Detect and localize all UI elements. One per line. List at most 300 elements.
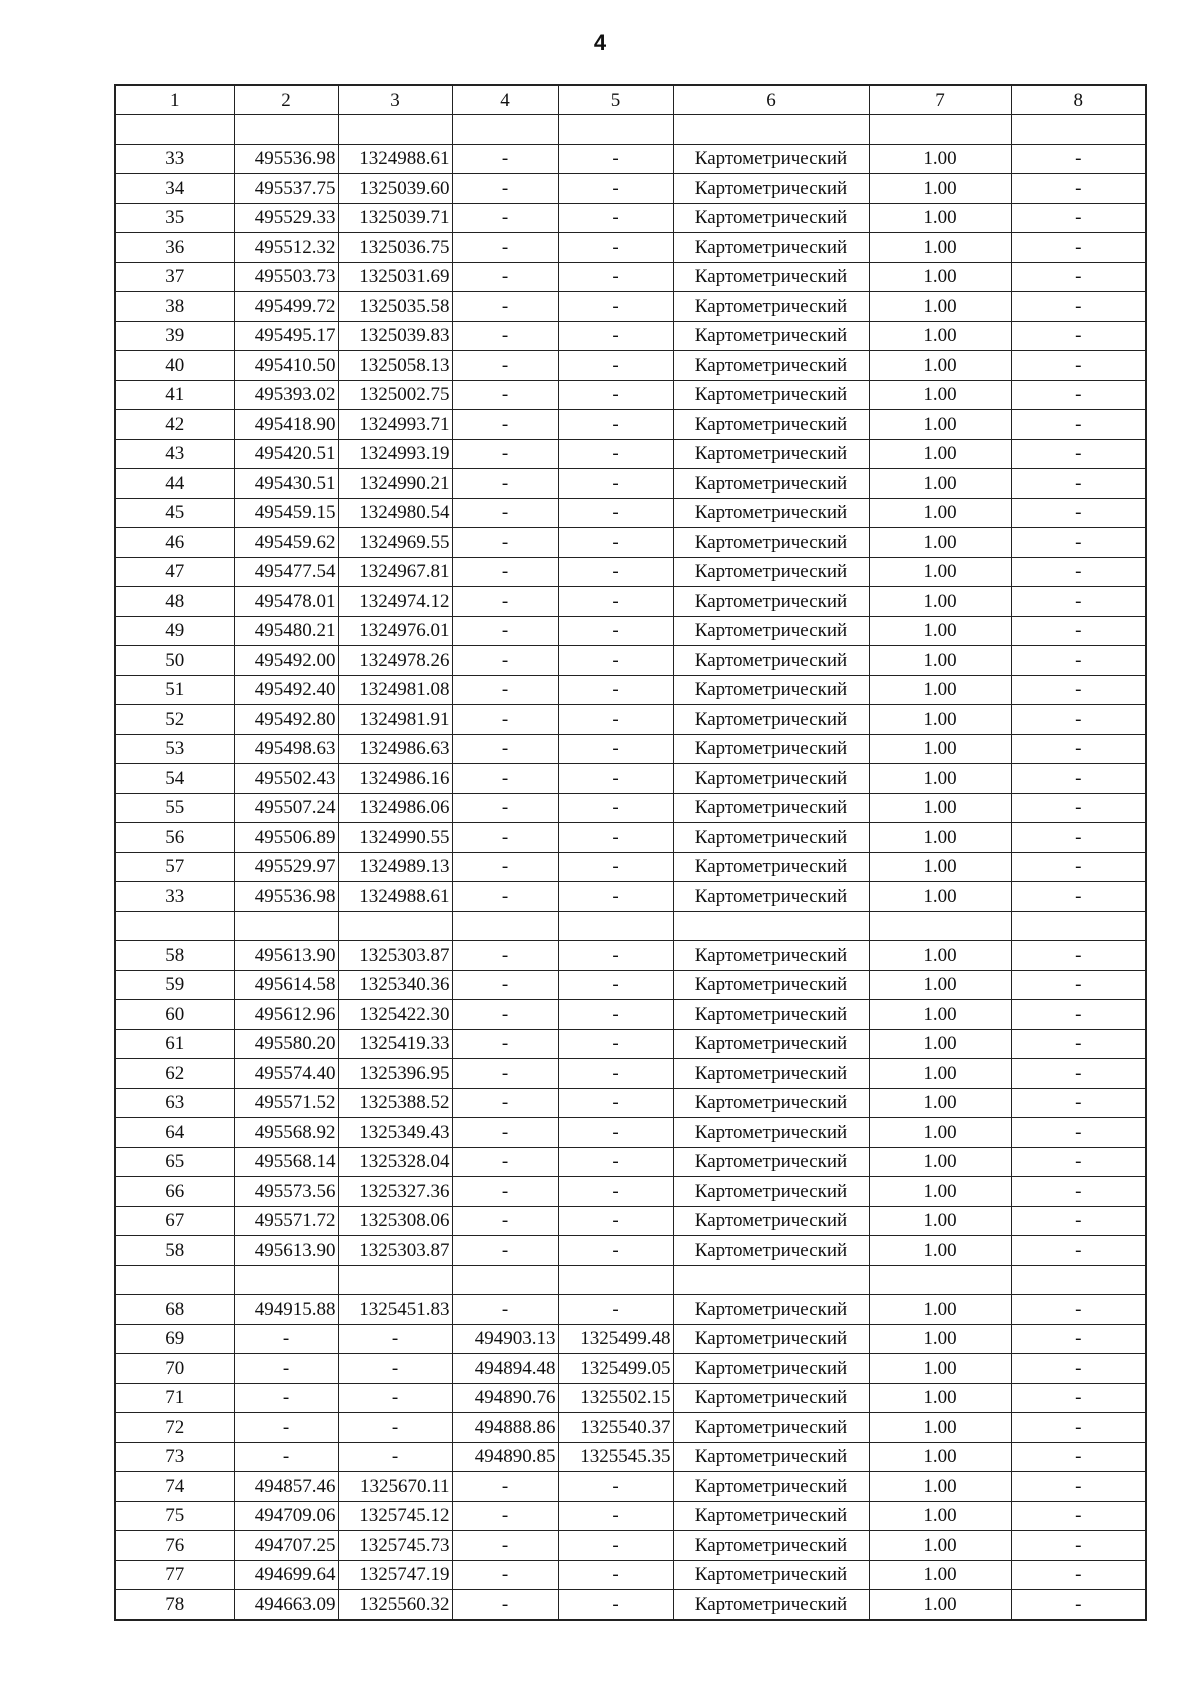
- table-cell: -: [452, 882, 558, 912]
- table-row: [115, 882, 1146, 912]
- table-cell: -: [1011, 1501, 1146, 1531]
- column-header: 2: [234, 85, 338, 115]
- table-cell: 1325670.11: [338, 1472, 452, 1502]
- table-cell: -: [1011, 705, 1146, 735]
- table-cell: -: [1011, 203, 1146, 233]
- table-cell: [115, 1265, 234, 1295]
- column-header: 6: [673, 85, 869, 115]
- table-cell: -: [234, 1354, 338, 1384]
- table-cell: 495512.32: [234, 233, 338, 263]
- table-cell: -: [452, 1177, 558, 1207]
- table-cell: -: [452, 528, 558, 558]
- table-cell: -: [1011, 793, 1146, 823]
- table-row: [115, 646, 1146, 676]
- table-cell: -: [558, 1531, 673, 1561]
- table-cell: -: [1011, 498, 1146, 528]
- table-cell: Картометрический: [673, 941, 869, 971]
- table-cell: 495502.43: [234, 764, 338, 794]
- table-cell: 1.00: [869, 1324, 1011, 1354]
- table-cell: -: [338, 1324, 452, 1354]
- table-cell: [234, 115, 338, 145]
- table-cell: 495573.56: [234, 1177, 338, 1207]
- table-cell: Картометрический: [673, 1059, 869, 1089]
- table-cell: -: [558, 734, 673, 764]
- table-cell: [452, 115, 558, 145]
- table-cell: 1.00: [869, 882, 1011, 912]
- table-cell: -: [1011, 351, 1146, 381]
- table-cell: 494903.13: [452, 1324, 558, 1354]
- table-cell: -: [452, 1236, 558, 1266]
- table-cell: 1.00: [869, 203, 1011, 233]
- table-cell: 494699.64: [234, 1560, 338, 1590]
- table-cell: Картометрический: [673, 1413, 869, 1443]
- table-cell: 1.00: [869, 174, 1011, 204]
- table-cell: 494663.09: [234, 1590, 338, 1620]
- table-cell: -: [1011, 144, 1146, 174]
- table-cell: 1325540.37: [558, 1413, 673, 1443]
- table-cell: 55: [115, 793, 234, 823]
- table-row: [115, 1236, 1146, 1266]
- table-row: [115, 764, 1146, 794]
- table-cell: 65: [115, 1147, 234, 1177]
- table-cell: 1325747.19: [338, 1560, 452, 1590]
- table-row: [115, 1501, 1146, 1531]
- table-cell: [673, 1265, 869, 1295]
- table-cell: -: [558, 970, 673, 1000]
- table-cell: 1325545.35: [558, 1442, 673, 1472]
- table-cell: 495503.73: [234, 262, 338, 292]
- table-row: [115, 616, 1146, 646]
- table-cell: 41: [115, 380, 234, 410]
- table-cell: 38: [115, 292, 234, 322]
- table-row: [115, 1472, 1146, 1502]
- table-cell: -: [452, 1560, 558, 1590]
- table-cell: Картометрический: [673, 439, 869, 469]
- table-cell: 1325328.04: [338, 1147, 452, 1177]
- table-cell: -: [558, 852, 673, 882]
- table-cell: 1325036.75: [338, 233, 452, 263]
- table-cell: 1.00: [869, 1501, 1011, 1531]
- table-cell: -: [1011, 380, 1146, 410]
- table-cell: 495420.51: [234, 439, 338, 469]
- table-cell: 1325039.83: [338, 321, 452, 351]
- table-cell: 494915.88: [234, 1295, 338, 1325]
- table-cell: -: [1011, 1442, 1146, 1472]
- table-cell: Картометрический: [673, 410, 869, 440]
- table-cell: Картометрический: [673, 1501, 869, 1531]
- table-cell: Картометрический: [673, 793, 869, 823]
- table-cell: -: [338, 1413, 452, 1443]
- table-cell: 1.00: [869, 1088, 1011, 1118]
- table-cell: -: [452, 1501, 558, 1531]
- table-cell: 1.00: [869, 675, 1011, 705]
- table-cell: 1.00: [869, 1442, 1011, 1472]
- table-row: [115, 1177, 1146, 1207]
- table-cell: 1.00: [869, 410, 1011, 440]
- table-cell: -: [558, 1118, 673, 1148]
- table-cell: -: [558, 498, 673, 528]
- table-cell: -: [452, 498, 558, 528]
- table-row: [115, 410, 1146, 440]
- table-cell: 1325349.43: [338, 1118, 452, 1148]
- table-cell: -: [452, 469, 558, 499]
- table-row: [115, 1531, 1146, 1561]
- table-cell: Картометрический: [673, 852, 869, 882]
- table-cell: Картометрический: [673, 557, 869, 587]
- table-cell: -: [1011, 1029, 1146, 1059]
- table-cell: 495499.72: [234, 292, 338, 322]
- table-cell: 495498.63: [234, 734, 338, 764]
- table-row: [115, 1265, 1146, 1295]
- table-cell: -: [452, 262, 558, 292]
- table-cell: -: [558, 1177, 673, 1207]
- table-body: [115, 85, 1146, 1620]
- table-cell: 1324990.55: [338, 823, 452, 853]
- table-cell: [558, 1265, 673, 1295]
- table-cell: -: [452, 1590, 558, 1620]
- table-cell: -: [234, 1383, 338, 1413]
- table-cell: 68: [115, 1295, 234, 1325]
- table-cell: 1325499.48: [558, 1324, 673, 1354]
- table-cell: Картометрический: [673, 469, 869, 499]
- table-cell: 495492.40: [234, 675, 338, 705]
- table-cell: 1325422.30: [338, 1000, 452, 1030]
- table-cell: 44: [115, 469, 234, 499]
- table-cell: -: [1011, 1295, 1146, 1325]
- table-cell: 1324980.54: [338, 498, 452, 528]
- table-cell: -: [1011, 1000, 1146, 1030]
- table-cell: 42: [115, 410, 234, 440]
- table-cell: -: [1011, 557, 1146, 587]
- page-number: 4: [593, 30, 607, 55]
- table-cell: 495459.15: [234, 498, 338, 528]
- table-cell: 495529.33: [234, 203, 338, 233]
- table-cell: -: [1011, 882, 1146, 912]
- table-cell: -: [452, 439, 558, 469]
- table-row: [115, 705, 1146, 735]
- table-cell: 495430.51: [234, 469, 338, 499]
- table-cell: [452, 911, 558, 941]
- table-cell: -: [1011, 941, 1146, 971]
- table-cell: -: [452, 144, 558, 174]
- table-row: [115, 1059, 1146, 1089]
- table-cell: -: [558, 410, 673, 440]
- table-row: [115, 823, 1146, 853]
- table-cell: 75: [115, 1501, 234, 1531]
- table-cell: 73: [115, 1442, 234, 1472]
- table-cell: [338, 115, 452, 145]
- table-cell: 1325035.58: [338, 292, 452, 322]
- table-cell: 495495.17: [234, 321, 338, 351]
- table-cell: 1325502.15: [558, 1383, 673, 1413]
- table-cell: 1324978.26: [338, 646, 452, 676]
- table-cell: 1.00: [869, 1531, 1011, 1561]
- table-cell: Картометрический: [673, 970, 869, 1000]
- table-cell: 67: [115, 1206, 234, 1236]
- table-cell: 1324993.71: [338, 410, 452, 440]
- table-cell: -: [1011, 439, 1146, 469]
- table-cell: Картометрический: [673, 616, 869, 646]
- table-cell: 66: [115, 1177, 234, 1207]
- table-row: [115, 380, 1146, 410]
- table-cell: -: [558, 439, 673, 469]
- table-cell: -: [1011, 823, 1146, 853]
- table-cell: 495614.58: [234, 970, 338, 1000]
- table-cell: -: [1011, 1413, 1146, 1443]
- table-cell: Картометрический: [673, 1590, 869, 1620]
- table-cell: -: [1011, 1177, 1146, 1207]
- table-cell: [234, 911, 338, 941]
- table-cell: 74: [115, 1472, 234, 1502]
- table-cell: 50: [115, 646, 234, 676]
- table-cell: -: [1011, 764, 1146, 794]
- table-cell: 1324990.21: [338, 469, 452, 499]
- table-cell: -: [1011, 292, 1146, 322]
- table-cell: -: [558, 1560, 673, 1590]
- table-cell: 1.00: [869, 262, 1011, 292]
- table-cell: 40: [115, 351, 234, 381]
- table-cell: 1325058.13: [338, 351, 452, 381]
- table-cell: -: [1011, 1324, 1146, 1354]
- table-cell: 1324981.08: [338, 675, 452, 705]
- table-cell: 495537.75: [234, 174, 338, 204]
- table-cell: Картометрический: [673, 321, 869, 351]
- table-cell: 63: [115, 1088, 234, 1118]
- table-cell: 495613.90: [234, 941, 338, 971]
- table-row: [115, 262, 1146, 292]
- table-cell: -: [1011, 1590, 1146, 1620]
- table-cell: -: [1011, 587, 1146, 617]
- table-cell: -: [338, 1354, 452, 1384]
- table-cell: -: [452, 1206, 558, 1236]
- table-cell: 45: [115, 498, 234, 528]
- table-cell: 1.00: [869, 144, 1011, 174]
- table-cell: -: [558, 203, 673, 233]
- table-cell: -: [558, 646, 673, 676]
- table-cell: -: [452, 587, 558, 617]
- table-cell: 1324989.13: [338, 852, 452, 882]
- table-row: [115, 498, 1146, 528]
- table-cell: -: [452, 1029, 558, 1059]
- table-cell: 77: [115, 1560, 234, 1590]
- table-cell: -: [558, 1206, 673, 1236]
- table-cell: -: [1011, 233, 1146, 263]
- table-cell: 1.00: [869, 469, 1011, 499]
- table-cell: 1.00: [869, 1000, 1011, 1030]
- table-cell: 1325308.06: [338, 1206, 452, 1236]
- table-cell: 1.00: [869, 557, 1011, 587]
- column-header: 5: [558, 85, 673, 115]
- table-cell: 1325303.87: [338, 941, 452, 971]
- table-cell: Картометрический: [673, 1029, 869, 1059]
- table-cell: 495613.90: [234, 1236, 338, 1266]
- table-cell: Картометрический: [673, 1177, 869, 1207]
- table-cell: 1.00: [869, 1383, 1011, 1413]
- table-cell: 1.00: [869, 1147, 1011, 1177]
- table-cell: 36: [115, 233, 234, 263]
- table-cell: -: [558, 1590, 673, 1620]
- table-cell: Картометрический: [673, 675, 869, 705]
- table-cell: Картометрический: [673, 1383, 869, 1413]
- table-cell: 1325039.60: [338, 174, 452, 204]
- table-cell: Картометрический: [673, 1560, 869, 1590]
- table-cell: [558, 115, 673, 145]
- table-cell: 54: [115, 764, 234, 794]
- table-cell: -: [558, 351, 673, 381]
- table-cell: 495580.20: [234, 1029, 338, 1059]
- table-cell: Картометрический: [673, 1000, 869, 1030]
- table-cell: 46: [115, 528, 234, 558]
- table-cell: -: [1011, 1059, 1146, 1089]
- table-row: [115, 233, 1146, 263]
- table-row: [115, 1590, 1146, 1620]
- table-cell: 1324981.91: [338, 705, 452, 735]
- table-cell: 1.00: [869, 1236, 1011, 1266]
- table-cell: [673, 911, 869, 941]
- table-cell: Картометрический: [673, 233, 869, 263]
- table-cell: 69: [115, 1324, 234, 1354]
- table-cell: -: [1011, 1088, 1146, 1118]
- table-cell: -: [558, 705, 673, 735]
- table-cell: -: [1011, 675, 1146, 705]
- table-cell: 1325419.33: [338, 1029, 452, 1059]
- table-cell: 56: [115, 823, 234, 853]
- table-cell: Картометрический: [673, 1295, 869, 1325]
- table-cell: Картометрический: [673, 823, 869, 853]
- table-cell: 1325560.32: [338, 1590, 452, 1620]
- table-cell: Картометрический: [673, 764, 869, 794]
- table-cell: 1.00: [869, 970, 1011, 1000]
- table-cell: 494857.46: [234, 1472, 338, 1502]
- table-cell: 1.00: [869, 1413, 1011, 1443]
- table-cell: -: [452, 1088, 558, 1118]
- table-cell: Картометрический: [673, 1354, 869, 1384]
- table-cell: [338, 1265, 452, 1295]
- table-cell: -: [1011, 970, 1146, 1000]
- table-cell: 51: [115, 675, 234, 705]
- table-cell: -: [1011, 616, 1146, 646]
- table-cell: -: [452, 203, 558, 233]
- table-row: [115, 144, 1146, 174]
- column-header: 8: [1011, 85, 1146, 115]
- table-cell: 495568.14: [234, 1147, 338, 1177]
- table-cell: Картометрический: [673, 351, 869, 381]
- table-cell: 52: [115, 705, 234, 735]
- table-cell: -: [452, 557, 558, 587]
- table-cell: -: [1011, 1236, 1146, 1266]
- table-cell: Картометрический: [673, 380, 869, 410]
- table-cell: 1.00: [869, 1029, 1011, 1059]
- table-cell: -: [558, 380, 673, 410]
- table-cell: -: [452, 1059, 558, 1089]
- table-cell: 1.00: [869, 705, 1011, 735]
- table-cell: Картометрический: [673, 203, 869, 233]
- table-cell: -: [558, 262, 673, 292]
- table-cell: [869, 115, 1011, 145]
- table-cell: 1.00: [869, 793, 1011, 823]
- table-cell: -: [452, 705, 558, 735]
- table-cell: -: [452, 1000, 558, 1030]
- table-cell: -: [452, 380, 558, 410]
- table-cell: -: [452, 852, 558, 882]
- table-cell: -: [452, 233, 558, 263]
- table-cell: Картометрический: [673, 292, 869, 322]
- table-row: [115, 557, 1146, 587]
- table-cell: -: [452, 734, 558, 764]
- table-cell: 495529.97: [234, 852, 338, 882]
- table-cell: Картометрический: [673, 1324, 869, 1354]
- table-cell: Картометрический: [673, 262, 869, 292]
- table-row: [115, 1354, 1146, 1384]
- table-row: [115, 203, 1146, 233]
- table-cell: Картометрический: [673, 1442, 869, 1472]
- table-row: [115, 1088, 1146, 1118]
- table-cell: 495507.24: [234, 793, 338, 823]
- table-cell: 1325451.83: [338, 1295, 452, 1325]
- table-cell: -: [558, 469, 673, 499]
- table-cell: [1011, 911, 1146, 941]
- table-cell: 1.00: [869, 1560, 1011, 1590]
- table-cell: -: [1011, 262, 1146, 292]
- table-cell: -: [558, 675, 673, 705]
- table-cell: [869, 911, 1011, 941]
- table-cell: -: [1011, 469, 1146, 499]
- table-cell: Картометрический: [673, 705, 869, 735]
- table-cell: -: [452, 1147, 558, 1177]
- table-cell: Картометрический: [673, 734, 869, 764]
- table-cell: 1.00: [869, 823, 1011, 853]
- table-cell: 1325388.52: [338, 1088, 452, 1118]
- table-cell: -: [1011, 1118, 1146, 1148]
- table-cell: 1324986.16: [338, 764, 452, 794]
- table-cell: 35: [115, 203, 234, 233]
- table-cell: 494888.86: [452, 1413, 558, 1443]
- table-cell: -: [234, 1324, 338, 1354]
- table-cell: 1.00: [869, 351, 1011, 381]
- table-cell: 62: [115, 1059, 234, 1089]
- table-row: [115, 1147, 1146, 1177]
- table-cell: -: [558, 144, 673, 174]
- table-cell: 495492.80: [234, 705, 338, 735]
- table-row: [115, 587, 1146, 617]
- table-cell: 495410.50: [234, 351, 338, 381]
- table-cell: 1.00: [869, 1354, 1011, 1384]
- table-cell: 60: [115, 1000, 234, 1030]
- table-cell: 1325396.95: [338, 1059, 452, 1089]
- table-row: [115, 970, 1146, 1000]
- table-cell: -: [338, 1442, 452, 1472]
- table-cell: 495492.00: [234, 646, 338, 676]
- table-cell: 58: [115, 941, 234, 971]
- table-cell: 1.00: [869, 941, 1011, 971]
- table-cell: 495612.96: [234, 1000, 338, 1030]
- column-header: 1: [115, 85, 234, 115]
- table-cell: 1.00: [869, 1472, 1011, 1502]
- table-cell: 37: [115, 262, 234, 292]
- table-cell: Картометрический: [673, 1236, 869, 1266]
- table-cell: 34: [115, 174, 234, 204]
- table-cell: 495571.72: [234, 1206, 338, 1236]
- table-cell: 1.00: [869, 852, 1011, 882]
- table-cell: 1.00: [869, 616, 1011, 646]
- table-row: [115, 734, 1146, 764]
- table-cell: 1325031.69: [338, 262, 452, 292]
- table-cell: [558, 911, 673, 941]
- table-cell: 1.00: [869, 1118, 1011, 1148]
- table-cell: -: [452, 970, 558, 1000]
- table-cell: 39: [115, 321, 234, 351]
- table-cell: 1325327.36: [338, 1177, 452, 1207]
